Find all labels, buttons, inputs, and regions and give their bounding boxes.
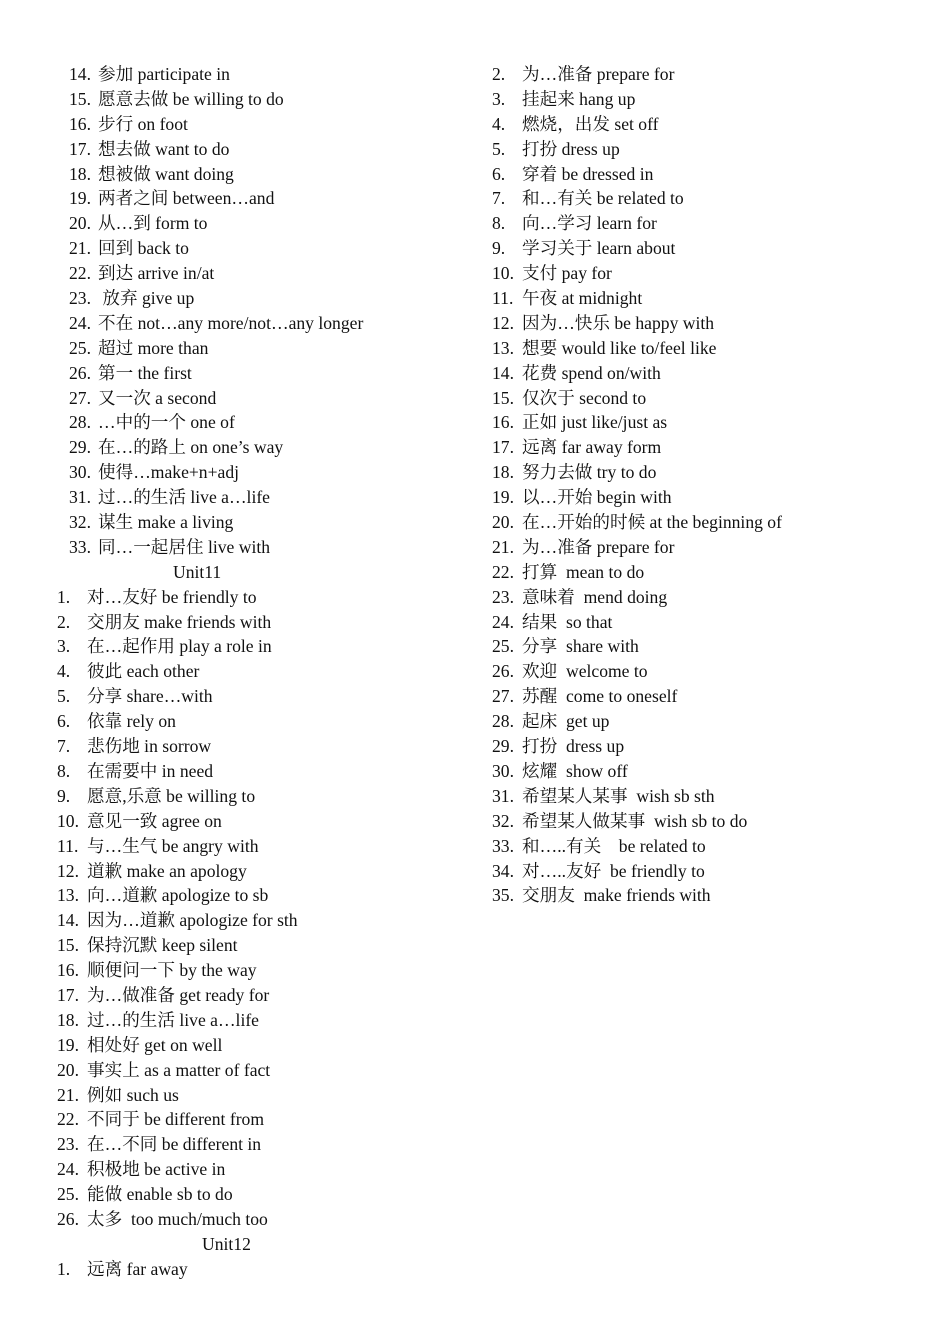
item-number: 31. xyxy=(492,785,514,806)
item-number: 15. xyxy=(492,387,514,408)
item-text: 分享 share with xyxy=(522,636,639,657)
item-number: 16. xyxy=(492,412,514,433)
list-item xyxy=(0,908,470,933)
item-text: 午夜 at midnight xyxy=(522,288,643,309)
item-number: 14. xyxy=(492,362,514,383)
item-number: 17. xyxy=(69,138,91,159)
item-text: 意味着 mend doing xyxy=(522,586,668,607)
list-item xyxy=(0,62,470,87)
item-text: 因为…快乐 be happy with xyxy=(522,312,715,333)
item-text: 愿意,乐意 be willing to xyxy=(87,785,256,806)
item-number: 13. xyxy=(57,885,79,906)
item-number: 31. xyxy=(69,487,91,508)
item-text: 对…友好 be friendly to xyxy=(87,586,257,607)
item-text: …中的一个 one of xyxy=(98,412,235,433)
item-number: 21. xyxy=(57,1084,79,1105)
item-text: 与…生气 be angry with xyxy=(87,835,259,856)
list-item xyxy=(470,834,940,859)
item-number: 15. xyxy=(57,935,79,956)
list-item xyxy=(470,510,940,535)
list-item xyxy=(0,610,470,635)
unit11-heading: Unit11 xyxy=(173,561,222,582)
item-text: 第一 the first xyxy=(98,362,192,383)
item-text: 在…不同 be different in xyxy=(87,1134,262,1155)
item-text: 相处好 get on well xyxy=(87,1034,223,1055)
item-text: 在…开始的时候 at the beginning of xyxy=(522,512,782,533)
list-item xyxy=(470,410,940,435)
list-item xyxy=(0,1008,470,1033)
item-number: 11. xyxy=(57,835,79,856)
item-text: 花费 spend on/with xyxy=(522,362,661,383)
list-item xyxy=(0,585,470,610)
item-text: 支付 pay for xyxy=(522,263,612,284)
item-number: 11. xyxy=(492,288,514,309)
item-text: 为…准备 prepare for xyxy=(522,64,675,84)
item-text: 结果 so that xyxy=(522,611,613,632)
item-text: 努力去做 try to do xyxy=(522,462,657,483)
item-text: 炫耀 show off xyxy=(522,760,628,781)
item-text: 为…做准备 get ready for xyxy=(87,984,270,1005)
list-item xyxy=(0,336,470,361)
list-item xyxy=(470,162,940,187)
item-number: 3. xyxy=(57,636,71,657)
list-item xyxy=(470,311,940,336)
item-number: 32. xyxy=(492,810,514,831)
item-number: 19. xyxy=(492,487,514,508)
item-number: 13. xyxy=(492,337,514,358)
list-item xyxy=(0,983,470,1008)
item-number: 21. xyxy=(492,536,514,557)
item-number: 2. xyxy=(492,64,506,84)
item-number: 1. xyxy=(57,1258,71,1279)
item-text: 同…一起居住 live with xyxy=(98,536,271,557)
list-unit10-continued xyxy=(0,62,470,560)
list-item xyxy=(0,435,470,460)
item-number: 23. xyxy=(492,586,514,607)
item-text: 愿意去做 be willing to do xyxy=(98,88,284,109)
list-item xyxy=(0,883,470,908)
item-number: 25. xyxy=(69,337,91,358)
item-number: 30. xyxy=(69,462,91,483)
list-item xyxy=(470,87,940,112)
list-item xyxy=(0,634,470,659)
item-text: 正如 just like/just as xyxy=(522,412,668,433)
list-item xyxy=(470,62,940,87)
item-number: 4. xyxy=(492,113,506,134)
list-item xyxy=(470,659,940,684)
item-text: 希望某人某事 wish sb sth xyxy=(522,785,715,806)
item-text: 彼此 each other xyxy=(87,661,200,682)
item-number: 24. xyxy=(492,611,514,632)
list-item xyxy=(470,112,940,137)
item-text: 因为…道歉 apologize for sth xyxy=(87,910,298,931)
item-text: 想要 would like to/feel like xyxy=(522,337,717,358)
list-item xyxy=(0,1182,470,1207)
list-item xyxy=(0,286,470,311)
list-item xyxy=(0,1033,470,1058)
item-number: 27. xyxy=(69,387,91,408)
item-text: 在…的路上 on one’s way xyxy=(98,437,284,458)
list-item xyxy=(0,1083,470,1108)
list-item xyxy=(470,286,940,311)
list-item xyxy=(470,759,940,784)
list-item xyxy=(0,1157,470,1182)
item-text: 能做 enable sb to do xyxy=(87,1184,233,1205)
item-number: 25. xyxy=(492,636,514,657)
item-number: 26. xyxy=(492,661,514,682)
list-item xyxy=(0,784,470,809)
list-item xyxy=(0,834,470,859)
list-item xyxy=(0,734,470,759)
item-text: 顺便问一下 by the way xyxy=(87,960,257,981)
item-number: 32. xyxy=(69,512,91,533)
list-item xyxy=(470,709,940,734)
item-number: 33. xyxy=(69,536,91,557)
item-number: 6. xyxy=(57,711,71,732)
item-text: 在需要中 in need xyxy=(87,760,214,781)
item-number: 15. xyxy=(69,88,91,109)
list-item xyxy=(470,435,940,460)
list-item xyxy=(0,759,470,784)
item-number: 4. xyxy=(57,661,71,682)
unit12-heading: Unit12 xyxy=(202,1233,251,1254)
item-number: 18. xyxy=(57,1009,79,1030)
list-item xyxy=(470,809,940,834)
item-text: 欢迎 welcome to xyxy=(522,661,648,682)
item-number: 22. xyxy=(57,1109,79,1130)
item-text: 步行 on foot xyxy=(98,113,188,134)
item-number: 33. xyxy=(492,835,514,856)
list-item xyxy=(470,361,940,386)
list-item xyxy=(0,933,470,958)
item-text: 过…的生活 live a…life xyxy=(87,1009,259,1030)
item-number: 19. xyxy=(57,1034,79,1055)
item-text: 燃烧，出发 set off xyxy=(522,113,659,134)
list-item xyxy=(470,684,940,709)
item-text: 又一次 a second xyxy=(98,387,217,408)
item-number: 26. xyxy=(69,362,91,383)
list-unit11 xyxy=(0,585,470,1232)
item-number: 6. xyxy=(492,163,506,184)
list-item xyxy=(0,809,470,834)
list-item xyxy=(0,460,470,485)
item-number: 17. xyxy=(492,437,514,458)
item-number: 24. xyxy=(57,1159,79,1180)
list-item xyxy=(0,236,470,261)
item-text: 远离 far away form xyxy=(522,437,662,458)
item-number: 23. xyxy=(69,288,91,309)
item-text: 仅次于 second to xyxy=(522,387,647,408)
item-text: 打扮 dress up xyxy=(522,138,620,159)
item-text: 参加 participate in xyxy=(98,64,230,84)
item-number: 21. xyxy=(69,238,91,259)
item-number: 26. xyxy=(57,1208,79,1229)
list-item xyxy=(470,211,940,236)
item-text: 使得…make+n+adj xyxy=(98,462,240,483)
item-number: 24. xyxy=(69,312,91,333)
item-number: 34. xyxy=(492,860,514,881)
left-column xyxy=(0,62,470,1282)
list-item xyxy=(0,311,470,336)
item-number: 22. xyxy=(492,561,514,582)
list-item xyxy=(0,859,470,884)
item-text: 两者之间 between…and xyxy=(98,188,275,209)
list-item xyxy=(0,535,470,560)
item-number: 5. xyxy=(57,686,71,707)
list-item xyxy=(470,186,940,211)
list-item xyxy=(470,386,940,411)
list-item xyxy=(470,261,940,286)
item-text: 依靠 rely on xyxy=(87,711,176,732)
item-text: 太多 too much/much too xyxy=(87,1208,268,1229)
item-number: 7. xyxy=(492,188,506,209)
item-number: 19. xyxy=(69,188,91,209)
item-text: 打扮 dress up xyxy=(522,736,625,757)
item-number: 28. xyxy=(69,412,91,433)
item-text: 积极地 be active in xyxy=(87,1159,226,1180)
item-text: 对…..友好 be friendly to xyxy=(522,860,705,881)
item-text: 为…准备 prepare for xyxy=(522,536,675,557)
item-number: 18. xyxy=(492,462,514,483)
list-item xyxy=(0,410,470,435)
item-number: 5. xyxy=(492,138,506,159)
item-text: 希望某人做某事 wish sb to do xyxy=(522,810,748,831)
list-item xyxy=(0,361,470,386)
list-item xyxy=(0,261,470,286)
list-item xyxy=(0,1207,470,1232)
item-text: 道歉 make an apology xyxy=(87,860,247,881)
item-text: 交朋友 make friends with xyxy=(522,885,711,906)
item-text: 分享 share…with xyxy=(87,686,213,707)
list-item xyxy=(470,734,940,759)
item-text: 保持沉默 keep silent xyxy=(87,935,238,956)
item-number: 17. xyxy=(57,984,79,1005)
item-text: 穿着 be dressed in xyxy=(522,163,654,184)
item-text: 苏醒 come to oneself xyxy=(522,686,678,707)
item-number: 20. xyxy=(57,1059,79,1080)
item-text: 不同于 be different from xyxy=(87,1109,265,1130)
item-text: 从…到 form to xyxy=(98,213,208,234)
list-item xyxy=(470,485,940,510)
item-text: 远离 far away xyxy=(87,1258,188,1279)
item-number: 16. xyxy=(57,960,79,981)
item-number: 29. xyxy=(69,437,91,458)
item-text: 超过 more than xyxy=(98,337,209,358)
item-number: 28. xyxy=(492,711,514,732)
list-item xyxy=(0,485,470,510)
item-number: 12. xyxy=(57,860,79,881)
item-number: 9. xyxy=(57,785,71,806)
item-number: 35. xyxy=(492,885,514,906)
list-item xyxy=(0,659,470,684)
item-number: 10. xyxy=(492,263,514,284)
list-item xyxy=(470,859,940,884)
list-item xyxy=(0,137,470,162)
list-item xyxy=(470,560,940,585)
item-text: 在…起作用 play a role in xyxy=(87,636,272,657)
item-text: 学习关于 learn about xyxy=(522,238,676,259)
item-text: 过…的生活 live a…life xyxy=(98,487,270,508)
list-item xyxy=(470,634,940,659)
item-number: 8. xyxy=(57,760,71,781)
item-text: 回到 back to xyxy=(98,238,189,259)
list-item xyxy=(0,709,470,734)
list-item xyxy=(470,585,940,610)
item-number: 20. xyxy=(69,213,91,234)
item-text: 不在 not…any more/not…any longer xyxy=(98,312,364,333)
list-item xyxy=(470,883,940,908)
list-item xyxy=(470,460,940,485)
item-number: 3. xyxy=(492,88,506,109)
list-item xyxy=(470,137,940,162)
item-text: 悲伤地 in sorrow xyxy=(87,736,212,757)
item-text: 谋生 make a living xyxy=(98,512,234,533)
list-item xyxy=(0,1107,470,1132)
item-number: 14. xyxy=(57,910,79,931)
list-item xyxy=(0,112,470,137)
item-text: 以…开始 begin with xyxy=(522,487,672,508)
right-column xyxy=(470,62,940,908)
list-item xyxy=(0,684,470,709)
list-item xyxy=(470,784,940,809)
item-text: 打算 mean to do xyxy=(522,561,645,582)
item-text: 事实上 as a matter of fact xyxy=(87,1059,271,1080)
item-number: 30. xyxy=(492,760,514,781)
item-number: 10. xyxy=(57,810,79,831)
list-item xyxy=(470,236,940,261)
item-text: 挂起来 hang up xyxy=(522,88,636,109)
list-item xyxy=(0,1257,470,1282)
item-number: 7. xyxy=(57,736,71,757)
item-text: 放弃 give up xyxy=(98,288,195,309)
item-text: 向…道歉 apologize to sb xyxy=(87,885,269,906)
item-number: 16. xyxy=(69,113,91,134)
list-item xyxy=(470,535,940,560)
list-item xyxy=(0,1058,470,1083)
item-number: 29. xyxy=(492,736,514,757)
item-number: 9. xyxy=(492,238,506,259)
list-item xyxy=(0,958,470,983)
item-text: 交朋友 make friends with xyxy=(87,611,272,632)
item-number: 18. xyxy=(69,163,91,184)
list-item xyxy=(0,87,470,112)
item-number: 23. xyxy=(57,1134,79,1155)
list-item xyxy=(470,610,940,635)
list-item xyxy=(470,336,940,361)
item-number: 25. xyxy=(57,1184,79,1205)
list-item xyxy=(0,162,470,187)
item-text: 到达 arrive in/at xyxy=(98,263,215,284)
item-number: 2. xyxy=(57,611,71,632)
list-unit12-continued xyxy=(470,62,940,908)
item-number: 20. xyxy=(492,512,514,533)
item-number: 8. xyxy=(492,213,506,234)
item-number: 12. xyxy=(492,312,514,333)
item-number: 27. xyxy=(492,686,514,707)
item-number: 22. xyxy=(69,263,91,284)
list-item xyxy=(0,386,470,411)
item-text: 想被做 want doing xyxy=(98,163,234,184)
list-item xyxy=(0,510,470,535)
item-text: 起床 get up xyxy=(522,711,610,732)
item-text: 意见一致 agree on xyxy=(87,810,222,831)
list-item xyxy=(0,1132,470,1157)
item-text: 和…有关 be related to xyxy=(522,188,684,209)
item-text: 和…..有关 be related to xyxy=(522,835,706,856)
item-text: 例如 such us xyxy=(87,1084,179,1105)
item-text: 想去做 want to do xyxy=(98,138,230,159)
item-number: 1. xyxy=(57,586,71,607)
item-number: 14. xyxy=(69,64,91,84)
item-text: 向…学习 learn for xyxy=(522,213,657,234)
list-item xyxy=(0,211,470,236)
list-item xyxy=(0,186,470,211)
list-unit12 xyxy=(0,1257,470,1282)
